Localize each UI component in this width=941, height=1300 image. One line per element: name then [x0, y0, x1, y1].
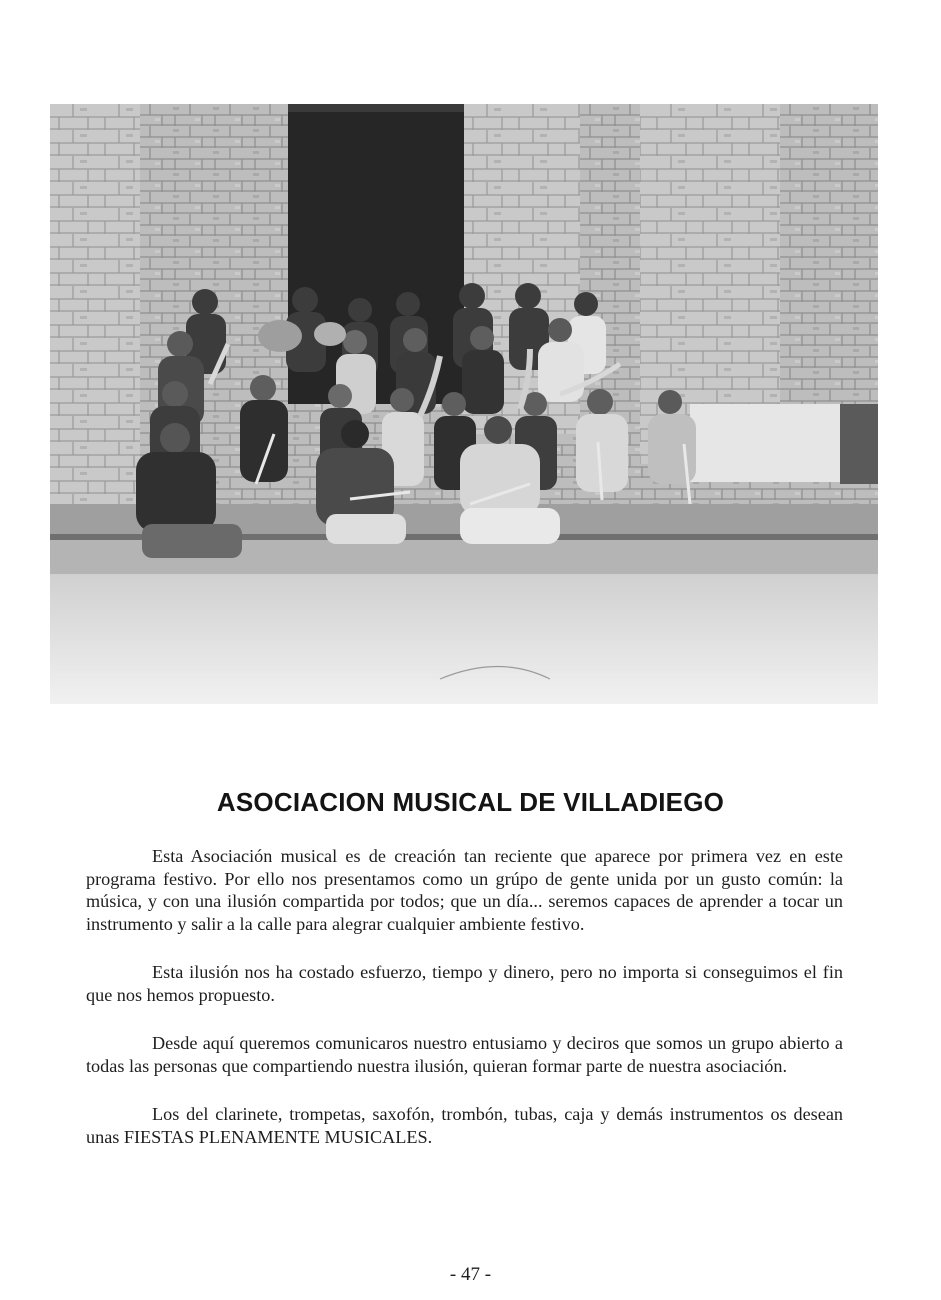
group-photo: [50, 104, 878, 704]
article-body: [86, 845, 843, 1174]
article-title: ASOCIACION MUSICAL DE VILLADIEGO: [216, 787, 725, 817]
paragraph: Esta Asociación musical es de creación tan reciente que aparece por primera vez en este programa festivo. Por ello nos presentamos como un grúpo de gente unida por un gusto común: la música, y con una ilusión compartida por todos; que un día... seremos capaces de aprender a tocar un instrumento y salir a la calle para alegrar cualquier ambiente festivo.: [86, 846, 843, 934]
paragraph: Esta ilusión nos ha costado esfuerzo, tiempo y dinero, pero no importa si conseguimos el fin que nos hemos propuesto.: [86, 962, 843, 1005]
group-photo-illustration: [50, 104, 878, 704]
paragraph: Desde aquí queremos comunicaros nuestro entusiamo y deciros que somos un grupo abierto a todas las personas que compartiendo nuestra ilusión, quieran formar parte de nuestra asociación.: [86, 1033, 843, 1076]
paragraph: Los del clarinete, trompetas, saxofón, trombón, tubas, caja y demás instrumentos os desean unas FIESTAS PLENAMENTE MUSICALES.: [86, 1104, 843, 1147]
page-number: - 47 -: [449, 1264, 492, 1285]
